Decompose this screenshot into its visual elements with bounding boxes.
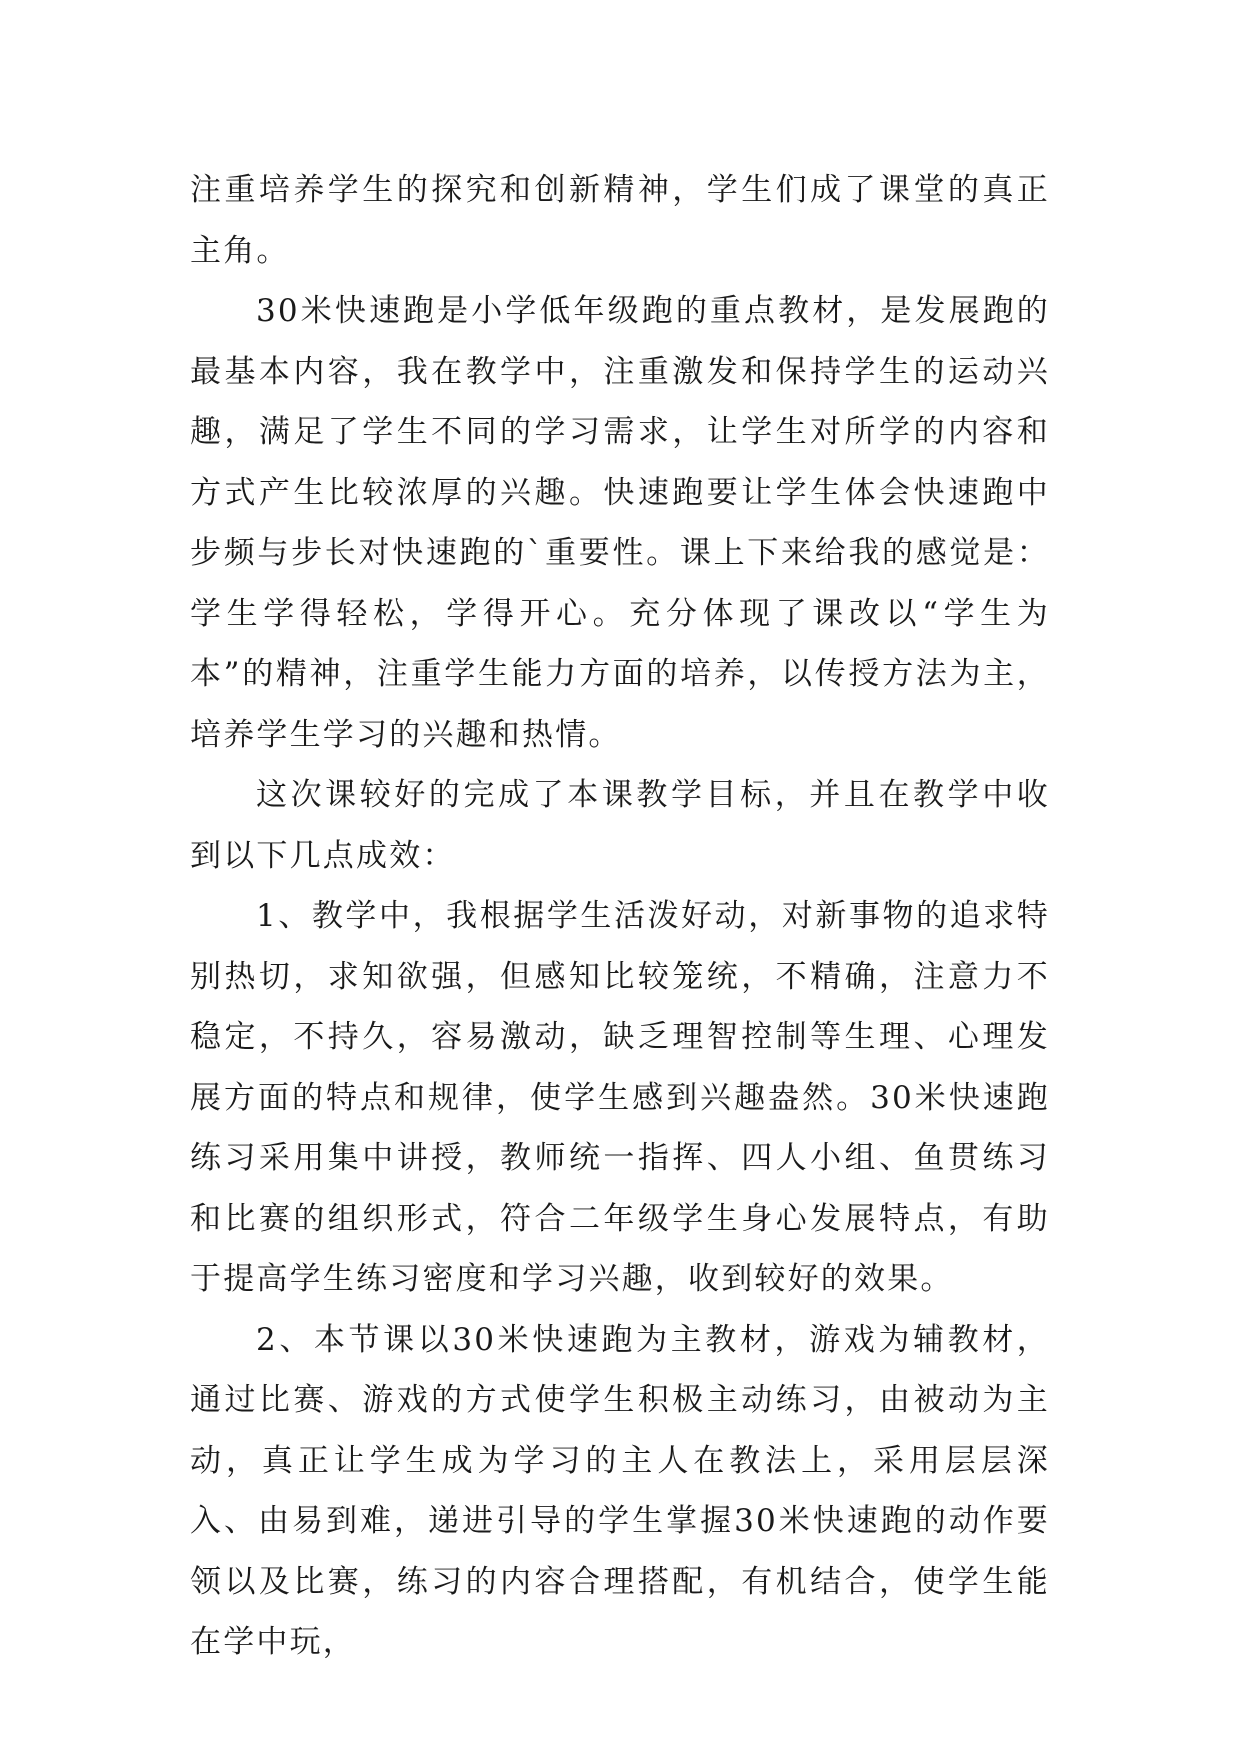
paragraph-point-1: 1、教学中，我根据学生活泼好动，对新事物的追求特别热切，求知欲强，但感知比较笼统，不精确，注意力不稳定，不持久，容易激动，缺乏理智控制等生理、心理发展方面的特点和规律，使学生感到兴趣盎然。30米快速跑练习采用集中讲授，教师统一指挥、四人小组、鱼贯练习和比赛的组织形式，符合二年级学生身心发展特点，有助于提高学生练习密度和学习兴趣，收到较好的效果。 [190, 898, 1050, 1297]
document-body [190, 160, 1050, 1673]
paragraph-30m-sprint-intro: 30米快速跑是小学低年级跑的重点教材，是发展跑的最基本内容，我在教学中，注重激发和保持学生的运动兴趣，满足了学生不同的学习需求，让学生对所学的内容和方式产生比较浓厚的兴趣。快速跑要让学生体会快速跑中步频与步长对快速跑的`重要性。课上下来给我的感觉是：学生学得轻松，学得开心。充分体现了课改以“学生为本”的精神，注重学生能力方面的培养，以传授方法为主，培养学生学习的兴趣和热情。 [190, 293, 1050, 753]
paragraph-continuation: 注重培养学生的探究和创新精神，学生们成了课堂的真正主角。 [190, 172, 1050, 269]
paragraph-outcomes-intro: 这次课较好的完成了本课教学目标，并且在教学中收到以下几点成效： [190, 777, 1050, 874]
paragraph-point-2: 2、本节课以30米快速跑为主教材，游戏为辅教材，通过比赛、游戏的方式使学生积极主动练习，由被动为主动，真正让学生成为学习的主人在教法上，采用层层深入、由易到难，递进引导的学生掌握30米快速跑的动作要领以及比赛，练习的内容合理搭配，有机结合，使学生能在学中玩， [190, 1321, 1050, 1660]
